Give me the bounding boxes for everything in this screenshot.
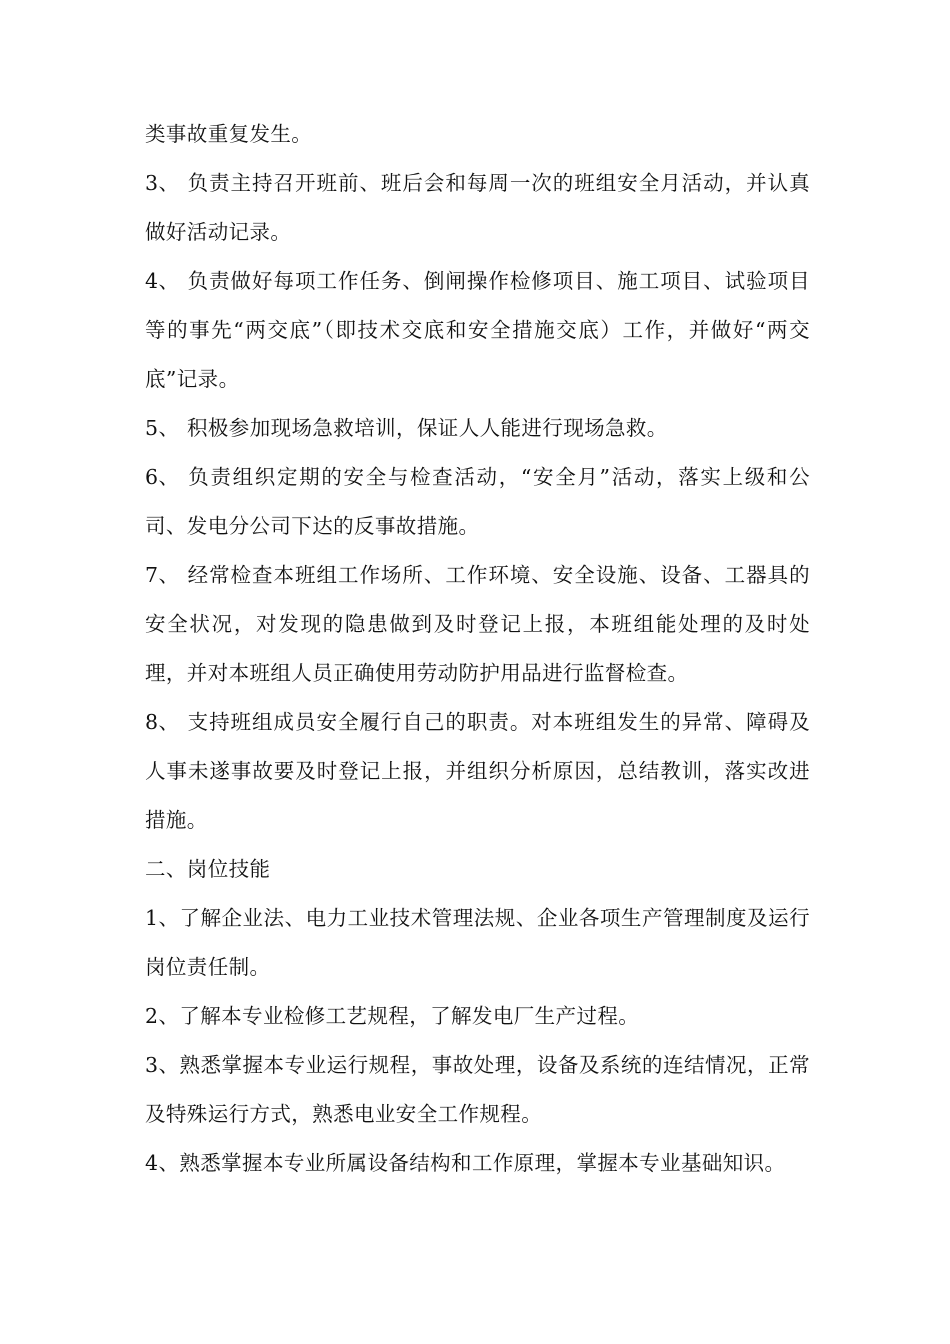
paragraph-skill-3 — [145, 1041, 810, 1139]
section-heading-text: 二、岗位技能 — [145, 857, 271, 881]
paragraph-text: 负责组织定期的安全与检查活动，“安全月”活动，落实上级和公司、发电分公司下达的反事故措施。 — [145, 465, 810, 538]
item-number: 6、 — [145, 465, 180, 489]
item-number: 2、 — [145, 1004, 180, 1028]
item-number: 3、 — [145, 1053, 180, 1077]
paragraph-text: 积极参加现场急救培训，保证人人能进行现场急救。 — [187, 416, 668, 440]
paragraph-skill-2 — [145, 992, 810, 1041]
paragraph-skill-1 — [145, 894, 810, 992]
item-number: 5、 — [145, 416, 180, 440]
item-number: 4、 — [145, 269, 180, 293]
item-number: 7、 — [145, 563, 180, 587]
item-number: 1、 — [145, 906, 180, 930]
paragraph-text: 负责做好每项工作任务、倒闸操作检修项目、施工项目、试验项目等的事先“两交底”（即技术交底和安全措施交底）工作，并做好“两交底”记录。 — [145, 269, 810, 391]
paragraph-accident-cont — [145, 110, 810, 159]
paragraph-text: 熟悉掌握本专业所属设备结构和工作原理，掌握本专业基础知识。 — [179, 1151, 786, 1175]
document-page — [145, 110, 810, 1188]
item-number: 3、 — [145, 171, 180, 195]
paragraph-text: 支持班组成员安全履行自己的职责。对本班组发生的异常、障碍及人事未遂事故要及时登记上报，并组织分析原因，总结教训，落实改进措施。 — [145, 710, 810, 832]
paragraph-text: 了解企业法、电力工业技术管理法规、企业各项生产管理制度及运行岗位责任制。 — [145, 906, 810, 979]
paragraph-duty-3 — [145, 159, 810, 257]
paragraph-duty-6 — [145, 453, 810, 551]
paragraph-text: 了解本专业检修工艺规程，了解发电厂生产过程。 — [179, 1004, 640, 1028]
paragraph-duty-5 — [145, 404, 810, 453]
paragraph-text: 经常检查本班组工作场所、工作环境、安全设施、设备、工器具的安全状况，对发现的隐患做到及时登记上报，本班组能处理的及时处理，并对本班组人员正确使用劳动防护用品进行监督检查。 — [145, 563, 810, 685]
paragraph-skill-4 — [145, 1139, 810, 1188]
item-number: 8、 — [145, 710, 180, 734]
paragraph-text: 类事故重复发生。 — [145, 122, 313, 146]
paragraph-duty-4 — [145, 257, 810, 404]
paragraph-duty-7 — [145, 551, 810, 698]
paragraph-text: 负责主持召开班前、班后会和每周一次的班组安全月活动，并认真做好活动记录。 — [145, 171, 810, 244]
paragraph-text: 熟悉掌握本专业运行规程，事故处理，设备及系统的连结情况，正常及特殊运行方式，熟悉电业安全工作规程。 — [145, 1053, 810, 1126]
section-heading-skills — [145, 845, 810, 894]
item-number: 4、 — [145, 1151, 180, 1175]
paragraph-duty-8 — [145, 698, 810, 845]
